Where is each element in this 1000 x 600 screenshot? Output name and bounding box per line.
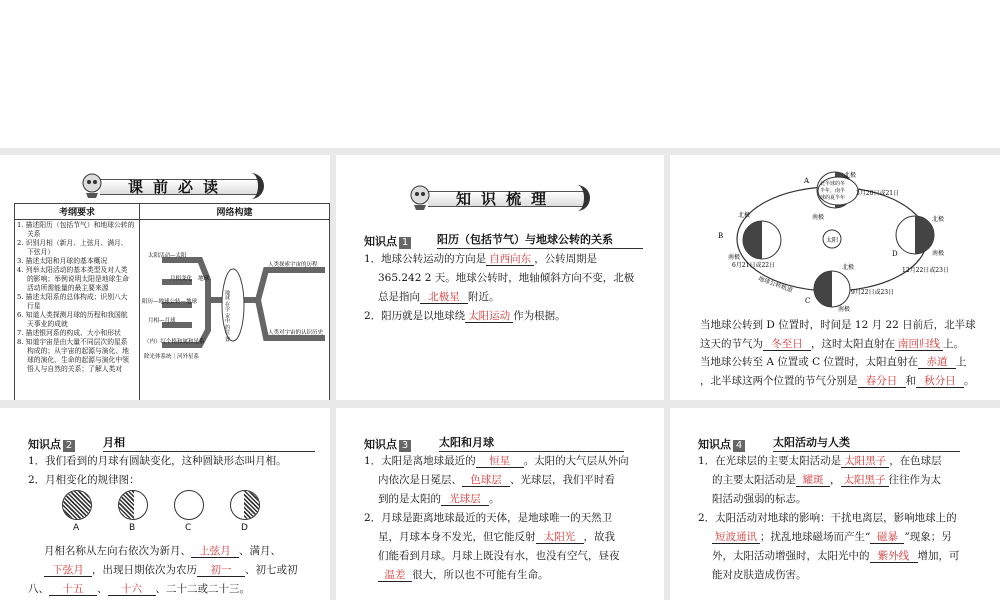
kp2-intro: 1．我们看到的月球有圆缺变化，这种圆缺形态叫月相。 2．月相变化的规律图： [28,455,287,486]
kp4-body: 1．在光球层的主要太阳活动是 太阳黑子 ，在色球层 的主要太阳活动是 耀斑 ， 太阳黑子 往往作为太 阳活动强弱的标志。 2．太阳活动对地球的影响：干扰电离层，影响地球上的 短波通讯 ；扰乱地球磁场而产生“ 磁暴 ”现象；另 外，太阳活动增强时，太阳光中的 紫外线 增加，可 能对皮肤造成伤害。 [698,455,960,581]
answer-blank: 初一 [197,564,245,577]
answer-blank: 赤道 [918,356,956,369]
svg-text:北极: 北极 [932,216,945,223]
answer-blank: 恒星 [476,455,524,468]
net-node: 人类探索宇宙的历程 [268,262,318,268]
mascot-icon [406,183,434,211]
svg-text:北极: 北极 [738,212,751,219]
section-banner [78,173,258,199]
date-c: 9月22日或23日 [851,289,895,296]
orbit-label: 地球公转轨道 [757,275,794,295]
answer-blank: 春分日 [858,375,906,388]
answer-blank: 自西向东 [486,253,534,266]
moon-label: A [73,523,80,533]
answer-blank: 短波通讯 [712,531,760,544]
kp-label: 知识点 [698,438,731,451]
answer-blank: 南回归线 [895,338,943,351]
answer-blank: 太阳黑子 [841,474,889,487]
net-node: 月相变化 [170,276,193,282]
answer-blank: 北极星 [420,291,468,304]
kp1-body: 1．地球公转运动的方向是 自西向东 ，公转周期是 365.242 2 天。地球公转时，地轴倾斜方向不变，北极 总是指向 北极星 附近。 2．阳历就是以地球绕 太阳运动 作为根据。 [364,253,635,322]
net-node: 阳历—地球公转—地球 [142,299,198,305]
requirement-line: 8. 知道宇宙是由大量不同层次的星系 [17,338,128,346]
kp-label: 知识点 [364,235,397,248]
requirement-line: 悟人与自然的关系；了解人类对 [27,365,123,373]
moon-phase-full [174,490,204,520]
answer-blank: 太阳光 [536,531,584,544]
panel-knowledge-2 [0,408,330,600]
kp-number: 1 [399,237,411,249]
requirement-line: 的影响；举例说明太阳是地球生命 [27,275,129,283]
svg-text:球的夏半年: 球的夏半年 [820,195,846,201]
knowledge-point-header [364,231,643,249]
kp-number: 2 [63,440,75,452]
answer-blank: 十五 [49,583,97,596]
network-diagram [140,220,330,401]
sun-label: 太阳 [825,237,839,244]
answer-blank: 磁暴 [870,531,904,544]
panel-orbit-diagram [670,155,1000,400]
requirement-line: 活动所需能量的最主要来源 [27,284,109,292]
position-d: D [892,250,898,258]
knowledge-point-header [364,434,624,452]
date-b: 6月21日或22日 [732,262,776,269]
answer-blank: 耀斑 [796,474,830,487]
requirement-line: 下弦月） [27,248,55,256]
answer-blank: 秋分日 [916,375,964,388]
moon-phase-new [62,490,92,520]
answer-blank: 十六 [108,583,156,596]
kp3-body: 1．太阳是离地球最近的 恒星 。太阳的大气层从外向 内依次是日冕层、 色球层 、光球层，我们平时看 到的是太阳的 光球层 。 2．月球是距离地球最近的天体，是地球唯一的天然卫 星，月球本身不发光，但它能反射 太阳光 ，故我 们能看到月球。月球上既没有水，也没有空气，昼夜 温差 很大，所以也不可能有生命。 [364,455,629,581]
season-note: 北半球的冬 [820,181,846,187]
position-b: B [718,232,724,240]
col-header-requirements: 考纲要求 [15,204,140,220]
section-banner [406,185,584,211]
requirement-line: 5. 描述太阳系的总体构成；识别八大 [17,293,128,301]
requirement-line: 2. 识别月相（新月、上弦月、满月、 [17,239,128,247]
net-center: 地球 在宇 宙中 的位 置 [224,290,230,342]
panel-pre-reading [0,155,330,400]
net-node: （内）红个格和属和星系 [144,339,205,345]
moon-phase-text: 月相名称从左向右依次为新月、 上弦月 、满月、 下弦月 ，出现日期依次为农历 初一 、初七或初 八、 十五 、 十六 、二十二或二十三。 [28,545,298,595]
date-d: 12月22日或23日 [902,267,949,274]
answer-blank: 下弦月 [44,564,92,577]
north-pole-label: 北极 [844,172,857,179]
requirement-line: 行星 [27,302,41,310]
svg-text:南极: 南极 [838,306,851,313]
kp-title: 阳历（包括节气）与地球公转的关系 [437,231,643,249]
requirement-line: 构成的；从宇宙的起源与演化、地 [27,347,129,355]
answer-blank: 温差 [378,569,412,582]
knowledge-point-header [698,434,960,452]
svg-text:半年，南半: 半年，南半 [820,188,846,194]
mascot-icon [78,171,106,199]
requirement-line: 球的演化、生命的起源与演化中领 [27,356,129,364]
requirements-list [15,220,140,401]
requirement-line: 3. 描述太阳和月球的基本概况 [17,257,108,265]
moon-label: D [241,523,248,533]
answer-blank: 太阳黑子 [841,455,889,468]
moon-label: C [185,523,192,533]
answer-blank: 太阳运动 [465,310,513,323]
svg-text:南极: 南极 [728,254,741,261]
requirement-line: 6. 知道人类探测月球的历程和我国航 [17,311,128,319]
panel-knowledge-3 [336,408,664,600]
kp-number: 3 [399,440,411,452]
net-node: 地球 [198,276,210,282]
section-title: 课前必读 [128,177,229,196]
moon-label: B [129,523,136,533]
net-node: 人类对宇宙的认识历史 [268,330,324,336]
requirement-line: 1. 描述阳历（包括节气）和地球公转的 [17,221,135,229]
col-header-network: 网络构建 [140,204,330,220]
knowledge-point-header [28,434,315,452]
answer-blank: 上弦月 [191,545,239,558]
net-node: 太阳活动—太阳 [148,253,187,259]
kp-label: 知识点 [364,438,397,451]
answer-blank: 色球层 [462,474,510,487]
position-c: C [805,297,811,305]
panel-knowledge-4 [670,408,1000,600]
date-a: 3月20日或21日 [856,190,900,197]
panel-knowledge-1 [336,155,664,400]
requirements-table [14,203,330,400]
moon-phase-last-quarter [230,490,260,520]
earth-orbit-diagram [670,155,1000,315]
requirement-line: 7. 描述银河系的构成、大小和形状 [17,329,121,337]
answer-blank: 紫外线 [870,550,918,563]
requirement-line: 关系 [27,230,41,238]
svg-text:北极: 北极 [842,264,855,271]
svg-text:南极: 南极 [932,250,945,257]
section-title: 知识梳理 [456,189,557,208]
requirement-line: 4. 列举太阳活动的基本类型及对人类 [17,266,128,274]
position-a: A [804,177,810,185]
moon-phase-first-quarter [118,490,148,520]
kp-title: 月相 [103,434,315,452]
net-node: 月相—月球 [148,318,176,324]
requirement-line: 天事业的成就 [27,320,68,328]
kp-number: 4 [733,440,745,452]
kp-title: 太阳活动与人类 [773,434,960,452]
net-node: 除光体系统｜河外星系 [144,354,200,360]
answer-blank: 光球层 [441,493,489,506]
kp-label: 知识点 [28,438,61,451]
answer-blank: 冬至日 [763,338,811,351]
orbit-questions: 当地球公转到 D 位置时，时间是 12 月 22 日前后，北半球 这天的节气为 冬至日 ，这时太阳直射在 南回归线 上。 当地球公转至 A 位置或 C 位置时，太阳直射在 赤道 上 ，北半球这两个位置的节气分别是 春分日 和 秋分日 。 [700,319,976,387]
south-pole-label: 南极 [812,214,825,221]
kp-title: 太阳和月球 [439,434,624,452]
